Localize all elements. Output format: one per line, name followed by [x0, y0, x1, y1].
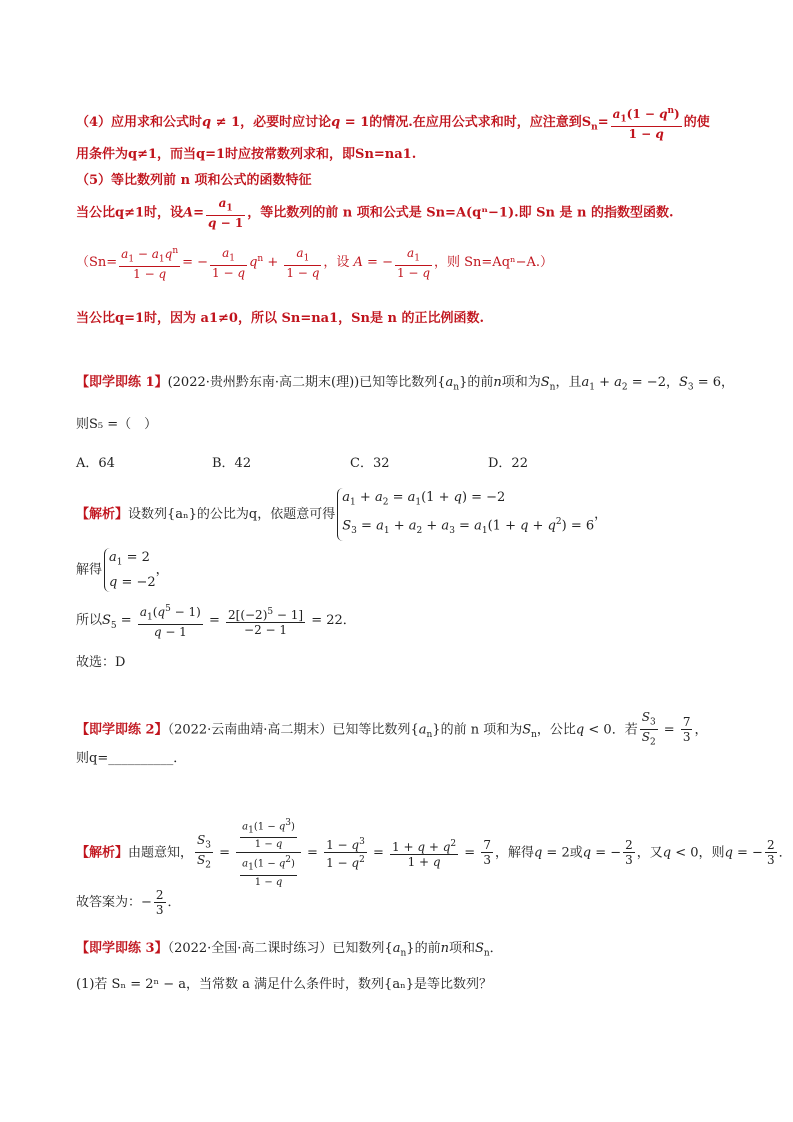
fraction: $\frac{2}{3}$ — [625, 838, 633, 868]
ex2-solution: 【解析】由题意知， $\frac{S_3}{S_2}$ = $\frac{\frac{a_1(1 - q^3)}{1 - q}}{\frac{a_1(1 - q^2)}{1 - q}}$ = $\frac{1 - q^3}{1 - q^2}$ = $\frac{1 + q + q^2}{1 + q}$ = $\frac{7}{3}$ ，解得q = 2或q = − $\frac{2}{3}$ ，又q < 0，则q = − $\frac{2}{3}$ ． — [76, 818, 792, 888]
text: ，必要时应讨论 — [240, 115, 332, 131]
fraction: $\frac{a_1(1 - q^2)}{1 - q}$ — [242, 855, 295, 888]
text: （2022·全国·高二课时练习）已知数列 — [167, 941, 385, 956]
ex1-option-d[interactable]: D．22 — [488, 456, 528, 471]
text: 的前 n 项和为 — [440, 722, 523, 738]
text: ，等比数列的前 n 项和公式是 Sn=A(qⁿ−1).即 Sn 是 n 的指数型函数. — [247, 205, 674, 221]
section5-last: 当公比q=1时，因为 a1≠0，所以 Sn=na1，Sn是 n 的正比例函数. — [76, 311, 485, 326]
ex2-line2: 则q=__________． — [76, 751, 187, 766]
fraction: $\frac{1 - q^3}{1 - q^2}$ — [326, 837, 365, 871]
text: ，公比 — [536, 722, 576, 738]
fraction: $\frac{2}{3}$ — [766, 838, 775, 868]
text: 所以 — [76, 613, 103, 629]
ex1-option-a[interactable]: A．64 — [76, 456, 115, 471]
ex1-question: 【即学即练 1】(2022·贵州黔东南·高二期末(理))已知等比数列$\{a_n\}$的前n项和为$S_n$，且$a_1 + a_2 = -2$，$S_3 = 6$， — [76, 375, 735, 393]
fraction: $\frac{7}{3}$ — [483, 838, 491, 868]
section4-line2: 用条件为q≠1，而当q=1时应按常数列求和，即Sn=na1. — [76, 147, 417, 162]
text: 的情况.在应用公式求和时，应注意到 — [369, 115, 582, 131]
ex3-question: 【即学即练 3】（2022·全国·高二课时练习）已知数列$\{a_n\}$的前n项和$S_n$． — [76, 941, 503, 959]
fraction: $\frac{a_1}{1 - q}$ — [396, 245, 430, 280]
ex1-option-b[interactable]: B．42 — [212, 456, 252, 471]
fraction: $\frac{1 + q + q^2}{1 + q}$ — [392, 838, 457, 869]
text: 设数列{aₙ}的公比为q，依题意可得 — [128, 506, 336, 522]
ex2-question: 【即学即练 2】（2022·云南曲靖·高二期末）已知等比数列$\{a_n\}$的前 n 项和为$S_n$，公比q < 0．若 $\frac{S_3}{S_2}$ = $\frac{7}{3}$ ， — [76, 710, 708, 748]
text: （4）应用求和公式时 — [76, 115, 203, 131]
A-fraction: $\frac{a_1}{q - 1}$ — [208, 196, 244, 231]
fraction: $\frac{a_1 - a_1q^n}{1 - q}$ — [121, 246, 179, 282]
text: 的使 — [683, 115, 710, 131]
ex1-result: 所以$S_5$ = $\frac{a_1(q^5 - 1)}{q - 1}$ = $\frac{2[(-2)^5 - 1]}{-2 - 1}$ = 22． — [76, 604, 356, 640]
ex1-option-c[interactable]: C．32 — [350, 456, 390, 471]
element: $a_1 = 2$ q = −2 — [104, 548, 156, 592]
fraction: $\frac{a_1}{1 - q}$ — [286, 245, 320, 280]
text: 由题意知， — [128, 845, 194, 861]
fraction: $\frac{a_1(1 - q^3)}{1 - q}$ — [242, 818, 295, 851]
text: 当公比q≠1时，设 — [76, 205, 184, 221]
ex1-line2: 则S₅ =（ ） — [76, 417, 158, 432]
fraction — [236, 816, 301, 890]
text: （2022·云南曲靖·高二期末）已知等比数列 — [167, 722, 411, 738]
text: ，解得 — [494, 845, 534, 861]
fraction: $\frac{2[(-2)^5 - 1]}{-2 - 1}$ — [228, 606, 304, 637]
text: 【即学即练 3】 — [76, 941, 168, 956]
ex1-answer — [76, 654, 733, 672]
fraction: $\frac{a_1}{1 - q}$ — [212, 245, 246, 280]
system-brace: $a_1 + a_2 = a_1(1 + q) = -2$ $S_3 = a_1 + a_2 + a_3 = a_1(1 + q + q^2) = 6$ — [337, 488, 594, 541]
text: 【解析】 — [76, 845, 129, 861]
text: 解得 — [76, 562, 103, 578]
text: 【解析】 — [76, 506, 129, 522]
text: ，则 — [698, 845, 725, 861]
section5-title: （5）等比数列前 n 项和公式的函数特征 — [76, 173, 312, 188]
ex3-q1: (1)若 Sₙ = 2ⁿ − a，当常数 a 满足什么条件时，数列{aₙ}是等比数列？ — [76, 977, 492, 992]
text: 项和为 — [501, 375, 541, 390]
text: 【即学即练 2】 — [76, 722, 168, 738]
text: 故答案为：− — [76, 895, 152, 910]
section5-line1: 当公比q≠1时，设A= $\frac{a_1}{q - 1}$ ，等比数列的前 n 项和公式是 Sn=A(qⁿ−1).即 Sn 是 n 的指数型函数. — [76, 196, 674, 231]
text: 的前 — [467, 375, 494, 390]
text: 的前 — [414, 941, 441, 956]
fraction: $\frac{S_3}{S_2}$ — [641, 710, 656, 748]
sum-formula-fraction: $\frac{a_1(1 - q^n)}{1 - q}$ — [612, 106, 680, 142]
fraction: $\frac{7}{3}$ — [682, 715, 691, 745]
text: (2022·贵州黔东南·高二期末(理))已知等比数列 — [167, 375, 438, 390]
ex1-solution: 【解析】设数列{aₙ}的公比为q，依题意可得$a_1 + a_2 = a_1(1 + q) = -2$ $S_3 = a_1 + a_2 + a_3 = a_1(1 + q + q^2) = 6$， — [76, 488, 733, 541]
ex2-answer: 故答案为：− $\frac{2}{3}$ ． — [76, 888, 181, 917]
section4-line1: （4）应用求和公式时q ≠ 1，必要时应讨论q = 1的情况.在应用公式求和时，应注意到$S_n=$ $\frac{a_1(1 - q^n)}{1 - q}$ 的使 — [76, 106, 710, 142]
text: （Sn= — [76, 255, 118, 271]
fraction: $\frac{2}{3}$ — [155, 888, 164, 917]
text: ，又 — [636, 845, 663, 861]
text: ，设 — [323, 255, 350, 271]
text: ，且 — [555, 375, 582, 390]
text: ，则 Sn=Aqⁿ−A.） — [434, 255, 554, 271]
fraction: $\frac{a_1(q^5 - 1)}{q - 1}$ — [139, 604, 201, 640]
fraction: $\frac{S_3}{S_2}$ — [197, 832, 211, 871]
ex1-solve: 解得$a_1 = 2$ q = −2， — [76, 550, 169, 590]
section5-paren: （Sn= $\frac{a_1 - a_1q^n}{1 - q}$ = − $\frac{a_1}{1 - q}$ $q^n$ + $\frac{a_1}{1 - q}$ ，设 A = − $\frac{a_1}{1 - q}$ ，则 Sn=Aqⁿ−A.） — [76, 245, 554, 282]
text: 故选：D — [76, 655, 126, 670]
text: ．若 — [611, 722, 638, 738]
text: 【即学即练 1】 — [76, 375, 168, 390]
text: 项和 — [448, 941, 475, 956]
